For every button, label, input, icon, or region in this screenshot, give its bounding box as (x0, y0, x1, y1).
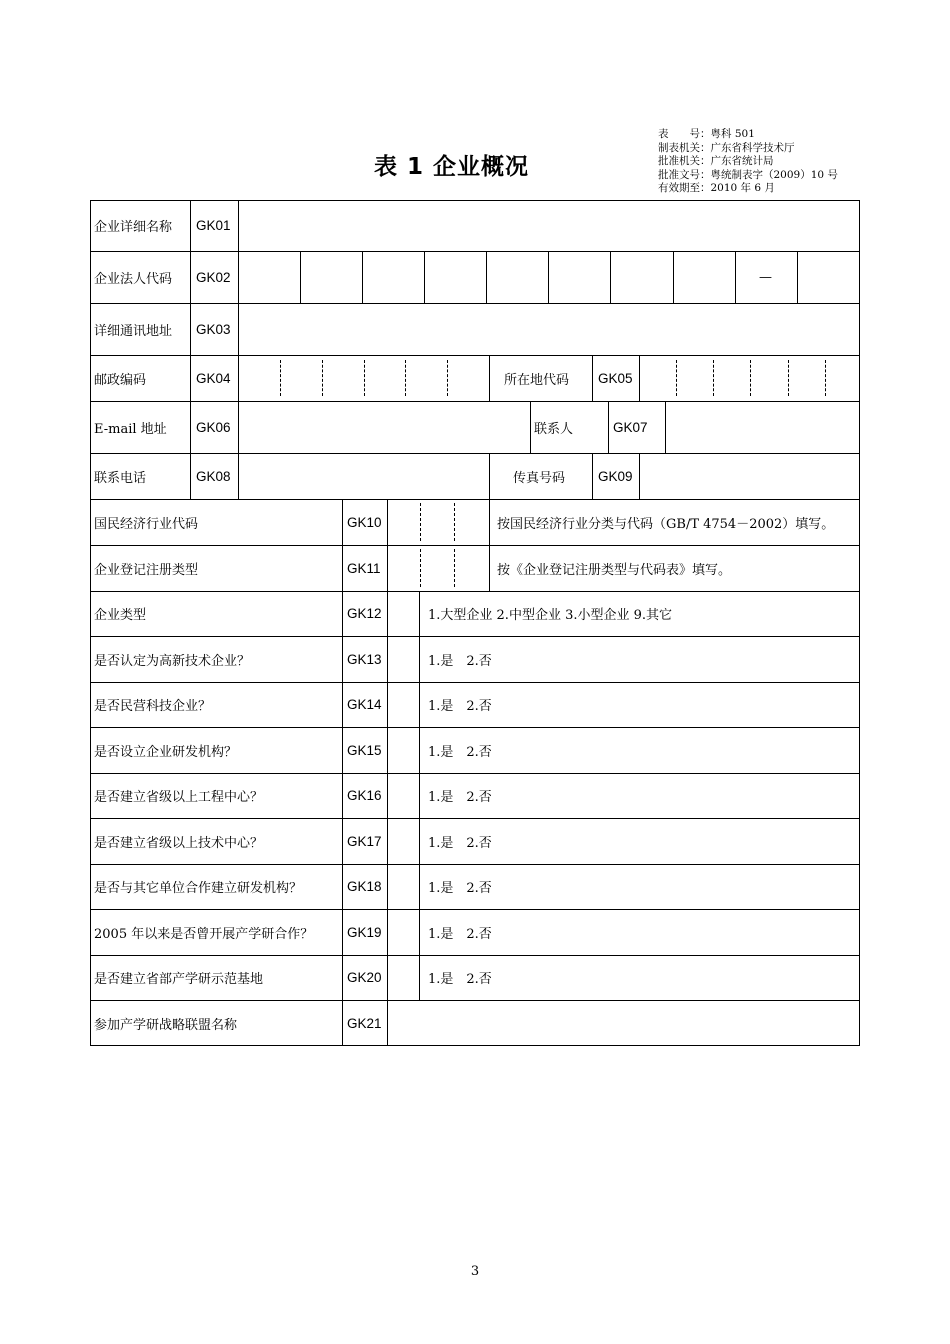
code-gk21: GK21 (347, 1015, 382, 1031)
meta-line: 有效期至：2010 年 6 月 (658, 182, 775, 195)
grid-line (797, 251, 798, 304)
fax-field[interactable] (640, 454, 858, 498)
code-gk13: GK13 (347, 651, 382, 667)
meta-line: 制表机关：广东省科学技术厅 (658, 141, 795, 154)
grid-line (859, 200, 860, 1046)
meta-line: 批准文号：粤统制表字（2009）10 号 (658, 168, 838, 181)
grid-line (90, 355, 860, 356)
dashed-divider (454, 549, 455, 587)
postal-code-label: 邮政编码 (94, 372, 147, 388)
grid-line (90, 499, 860, 500)
dashed-divider (405, 360, 406, 396)
page-number: 3 (470, 1264, 480, 1279)
grid-line (90, 545, 860, 546)
code-gk14: GK14 (347, 697, 382, 712)
form-title: 表 1 企业概况 (374, 154, 530, 180)
code-gk12: GK12 (347, 606, 382, 621)
grid-line (610, 251, 611, 304)
dashed-divider (364, 360, 365, 396)
grid-line (90, 303, 860, 304)
enterprise-type-answer[interactable] (388, 592, 418, 635)
phone-label: 联系电话 (94, 470, 147, 486)
rd-institution-label: 是否设立企业研发机构？ (94, 744, 238, 760)
grid-line (90, 200, 860, 201)
grid-line (90, 727, 860, 728)
joint-rd-options: 1.是 2.否 (428, 881, 492, 896)
grid-line (362, 251, 363, 304)
tech-center-answer[interactable] (388, 819, 418, 863)
grid-line (387, 499, 388, 1046)
code-gk16: GK16 (347, 788, 382, 803)
demo-base-label: 是否建立省部产学研示范基地 (94, 972, 264, 987)
grid-line (90, 1045, 860, 1046)
grid-line (608, 401, 609, 454)
industry-code-field[interactable] (388, 500, 488, 544)
iur-cooperation-label: 2005 年以来是否曾开展产学研合作？ (94, 926, 314, 942)
demo-base-answer[interactable] (388, 956, 418, 999)
dashed-divider (454, 503, 455, 541)
legal-code-label: 企业法人代码 (94, 271, 173, 287)
code-gk10: GK10 (347, 514, 382, 530)
code-gk09: GK09 (598, 468, 633, 484)
grid-line (489, 355, 490, 402)
grid-line (90, 200, 91, 1046)
rd-institution-answer[interactable] (388, 728, 418, 772)
code-gk08: GK08 (196, 468, 231, 484)
iur-cooperation-answer[interactable] (388, 910, 418, 954)
grid-line (592, 453, 593, 500)
iur-cooperation-options: 1.是 2.否 (428, 926, 492, 942)
alliance-name-field[interactable] (388, 1001, 858, 1045)
enterprise-type-label: 企业类型 (94, 608, 147, 623)
email-label: E-mail 地址 (94, 421, 167, 437)
code-gk04: GK04 (196, 370, 231, 386)
grid-line (673, 251, 674, 304)
code-gk07: GK07 (613, 419, 648, 435)
grid-line (548, 251, 549, 304)
joint-rd-answer[interactable] (388, 865, 418, 908)
high-tech-options: 1.是 2.否 (428, 653, 492, 669)
code-gk19: GK19 (347, 924, 382, 940)
grid-line (238, 200, 239, 500)
engineering-center-label: 是否建立省级以上工程中心？ (94, 790, 264, 805)
code-gk11: GK11 (347, 560, 381, 576)
meta-line: 批准机关：广东省统计局 (658, 155, 774, 168)
grid-line (90, 955, 860, 956)
grid-line (90, 636, 860, 637)
address-label: 详细通讯地址 (94, 323, 173, 339)
high-tech-answer[interactable] (388, 637, 418, 681)
code-gk18: GK18 (347, 879, 382, 894)
high-tech-label: 是否认定为高新技术企业？ (94, 653, 251, 669)
contact-person-field[interactable] (666, 402, 858, 452)
private-tech-label: 是否民营科技企业？ (94, 699, 212, 714)
legal-code-separator: — (759, 269, 772, 285)
grid-line (592, 355, 593, 402)
dashed-divider (420, 503, 421, 541)
registration-type-note: 按《企业登记注册类型与代码表》填写。 (497, 562, 732, 578)
code-gk05: GK05 (598, 370, 633, 386)
code-gk15: GK15 (347, 742, 382, 758)
engineering-center-options: 1.是 2.否 (428, 790, 492, 805)
grid-line (419, 591, 420, 1001)
dashed-divider (676, 360, 677, 396)
company-name-label: 企业详细名称 (94, 220, 173, 235)
alliance-name-label: 参加产学研战略联盟名称 (94, 1017, 238, 1033)
dashed-divider (750, 360, 751, 396)
joint-rd-label: 是否与其它单位合作建立研发机构？ (94, 881, 303, 896)
code-gk17: GK17 (347, 833, 382, 849)
dashed-divider (420, 549, 421, 587)
grid-line (424, 251, 425, 304)
tech-center-label: 是否建立省级以上技术中心？ (94, 835, 264, 851)
dashed-divider (788, 360, 789, 396)
grid-line (90, 591, 860, 592)
grid-line (90, 864, 860, 865)
meta-line: 表 号：粤科 501 (658, 128, 755, 140)
registration-type-field[interactable] (388, 546, 488, 590)
code-gk20: GK20 (347, 970, 382, 985)
grid-line (665, 401, 666, 454)
grid-line (90, 909, 860, 910)
grid-line (90, 251, 860, 252)
grid-line (639, 355, 640, 402)
grid-line (90, 453, 860, 454)
code-gk03: GK03 (196, 321, 231, 337)
dashed-divider (447, 360, 448, 396)
grid-line (486, 251, 487, 304)
enterprise-type-options: 1.大型企业 2.中型企业 3.小型企业 9.其它 (428, 608, 673, 623)
grid-line (90, 1000, 860, 1001)
rd-institution-options: 1.是 2.否 (428, 744, 492, 760)
engineering-center-answer[interactable] (388, 774, 418, 817)
registration-type-label: 企业登记注册类型 (94, 562, 199, 578)
demo-base-options: 1.是 2.否 (428, 972, 492, 987)
company-name-field[interactable] (239, 201, 858, 250)
grid-line (639, 453, 640, 500)
private-tech-answer[interactable] (388, 683, 418, 726)
dashed-divider (280, 360, 281, 396)
grid-line (489, 453, 490, 500)
grid-line (190, 200, 191, 500)
dashed-divider (713, 360, 714, 396)
grid-line (735, 251, 736, 304)
grid-line (489, 499, 490, 592)
address-field[interactable] (239, 304, 858, 354)
private-tech-options: 1.是 2.否 (428, 699, 492, 714)
code-gk02: GK02 (196, 269, 231, 285)
grid-line (90, 682, 860, 683)
industry-code-label: 国民经济行业代码 (94, 516, 199, 532)
industry-code-note: 按国民经济行业分类与代码（GB/T 4754－2002）填写。 (497, 516, 835, 532)
grid-line (90, 818, 860, 819)
region-code-label: 所在地代码 (504, 372, 570, 388)
grid-line (90, 401, 860, 402)
code-gk01: GK01 (196, 218, 231, 233)
email-field[interactable] (239, 402, 530, 452)
contact-person-label: 联系人 (534, 421, 574, 437)
dashed-divider (825, 360, 826, 396)
phone-field[interactable] (239, 454, 488, 498)
grid-line (342, 499, 343, 1046)
code-gk06: GK06 (196, 419, 231, 435)
dashed-divider (322, 360, 323, 396)
grid-line (300, 251, 301, 304)
grid-line (530, 401, 531, 454)
tech-center-options: 1.是 2.否 (428, 835, 492, 851)
fax-label: 传真号码 (513, 470, 566, 486)
grid-line (90, 773, 860, 774)
